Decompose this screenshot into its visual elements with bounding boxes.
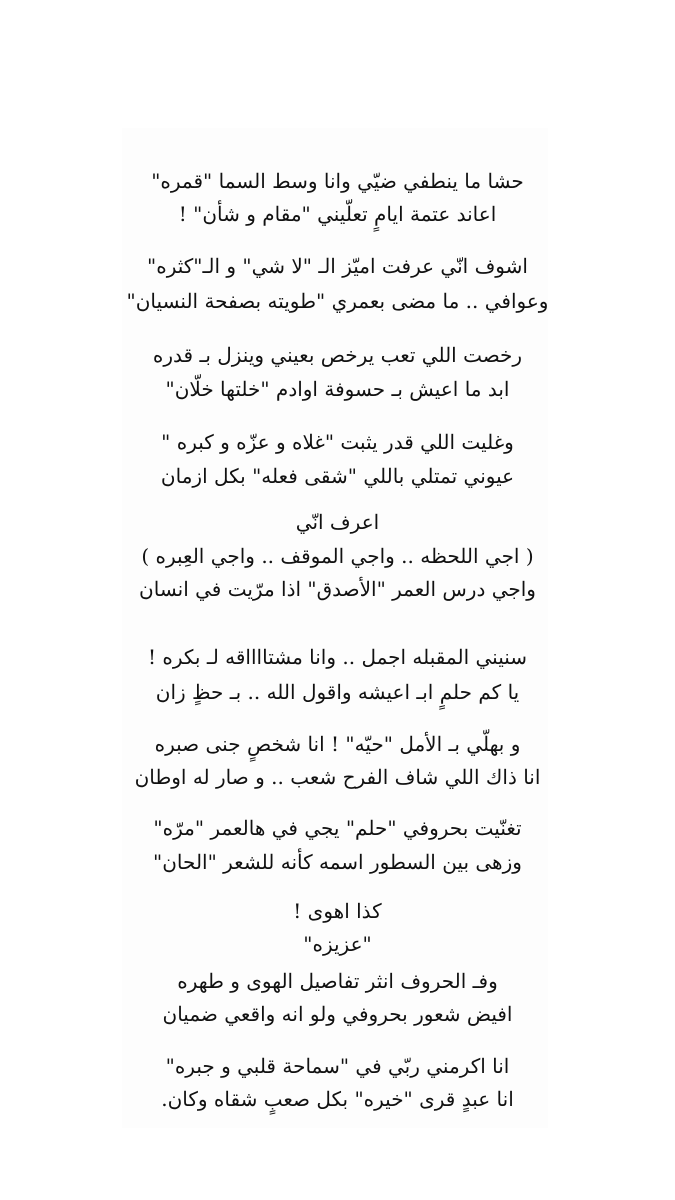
poem-line: يا كم حلمٍ ابـ اعيشه واقول الله .. بـ حظٍ زان: [155, 680, 520, 704]
poem-line: رخصت اللي تعب يرخص بعيني وينزل بـ قدره: [152, 343, 523, 367]
poem-line: افيض شعور بحروفي ولو انه واقعي ضميان: [162, 1002, 513, 1026]
poem-line: انا ذاك اللي شاف الفرح شعب .. و صار له اوطان: [134, 765, 541, 789]
poem-line: عيوني تمتلي باللي "شقى فعله" بكل ازمان: [160, 464, 515, 488]
poem-line: ( اجي اللحظه .. واجي الموقف .. واجي العِبره ): [141, 544, 534, 568]
poem-line: ابد ما اعيش بـ حسوفة اوادم "خلتها خلّان": [165, 377, 510, 401]
poem-line: انا عبدٍ قرى "خيره" بكل صعبٍ شقاه وكان.: [161, 1087, 514, 1111]
poem-line: وعوافي .. ما مضى بعمري "طويته بصفحة النسيان": [126, 289, 549, 313]
poem-line: اشوف انّي عرفت اميّز الـ "لا شي" و الـ"كثره": [147, 254, 528, 278]
poem-line: انا اكرمني ربّي في "سماحة قلبي و جبره": [165, 1054, 510, 1078]
poem-line: وفـ الحروف انثر تفاصيل الهوى و طهره: [177, 969, 498, 993]
poem-line: اعاند عتمة ايامٍ تعلّيني "مقام و شأن" !: [178, 202, 497, 226]
poem-line: وغليت اللي قدر يثبت "غلاه و عزّه و كبره ": [161, 430, 514, 454]
poem-line: و بهلّي بـ الأمل "حيّه" ! انا شخصٍ جنى صبره: [154, 732, 521, 756]
poem-line: تغنّيت بحروفي "حلم" يجي في هالعمر "مرّه": [153, 816, 522, 840]
poem-line: "عزيزه": [303, 932, 372, 956]
poem-line: وزهى بين السطور اسمه كأنه للشعر "الحان": [153, 850, 522, 874]
poem-line: واجي درس العمر "الأصدق" اذا مرّيت في انسان: [139, 577, 536, 601]
poem-line: اعرف انّي: [295, 510, 380, 534]
poem-line: سنيني المقبله اجمل .. وانا مشتااااقه لـ بكره !: [147, 645, 528, 669]
poem-line: كذا اهوى !: [293, 899, 382, 923]
poem-line: حشا ما ينطفي ضيّي وانا وسط السما "قمره": [151, 169, 524, 193]
